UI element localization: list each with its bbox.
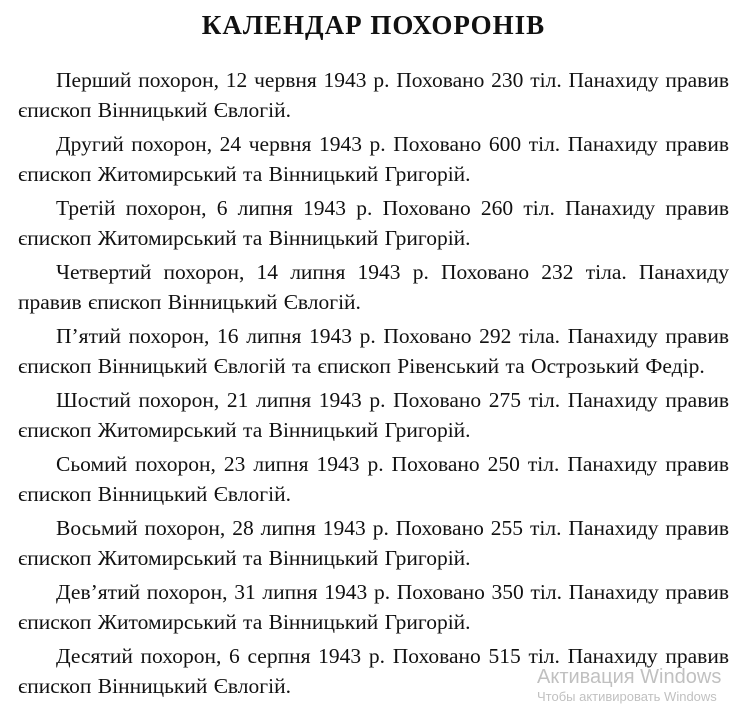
watermark-subtitle: Чтобы активировать Windows — [537, 689, 717, 704]
funeral-entry-6: Шостий похорон, 21 липня 1943 р. Поховано 275 тіл. Панахиду правив єпископ Житомирський та Вінницький Григорій. — [18, 388, 729, 442]
funeral-entry-7: Сьомий похорон, 23 липня 1943 р. Поховано 250 тіл. Панахиду правив єпископ Вінницький Євлогій. — [18, 452, 729, 506]
page-title: КАЛЕНДАР ПОХОРОНІВ — [201, 10, 546, 40]
funeral-entry-9: Дев’ятий похорон, 31 липня 1943 р. Поховано 350 тіл. Панахиду правив єпископ Житомирський та Вінницький Григорій. — [18, 580, 729, 634]
funeral-entry-4: Четвертий похорон, 14 липня 1943 р. Поховано 232 тіла. Панахиду правив єпископ Вінницький Євлогій. — [18, 260, 729, 314]
funeral-entry-2: Другий похорон, 24 червня 1943 р. Поховано 600 тіл. Панахиду правив єпископ Житомирський та Вінницький Григорій. — [18, 132, 729, 186]
watermark-title: Активация Windows — [537, 666, 722, 688]
funeral-entry-5: П’ятий похорон, 16 липня 1943 р. Поховано 292 тіла. Панахиду правив єпископ Вінницький Євлогій та єпископ Рівенський та Острозький Федір. — [18, 324, 729, 378]
funeral-entry-8: Восьмий похорон, 28 липня 1943 р. Поховано 255 тіл. Панахиду правив єпископ Житомирський та Вінницький Григорій. — [18, 516, 729, 570]
funeral-entry-3: Третій похорон, 6 липня 1943 р. Поховано 260 тіл. Панахиду правив єпископ Житомирський та Вінницький Григорій. — [18, 196, 729, 250]
funeral-list — [18, 66, 729, 701]
funeral-entry-1: Перший похорон, 12 червня 1943 р. Поховано 230 тіл. Панахиду правив єпископ Вінницький Євлогій. — [18, 68, 729, 122]
funeral-entry-10: Десятий похорон, 6 серпня 1943 р. Поховано 515 тіл. Панахиду правив єпископ Вінницький Євлогій. — [18, 644, 729, 698]
